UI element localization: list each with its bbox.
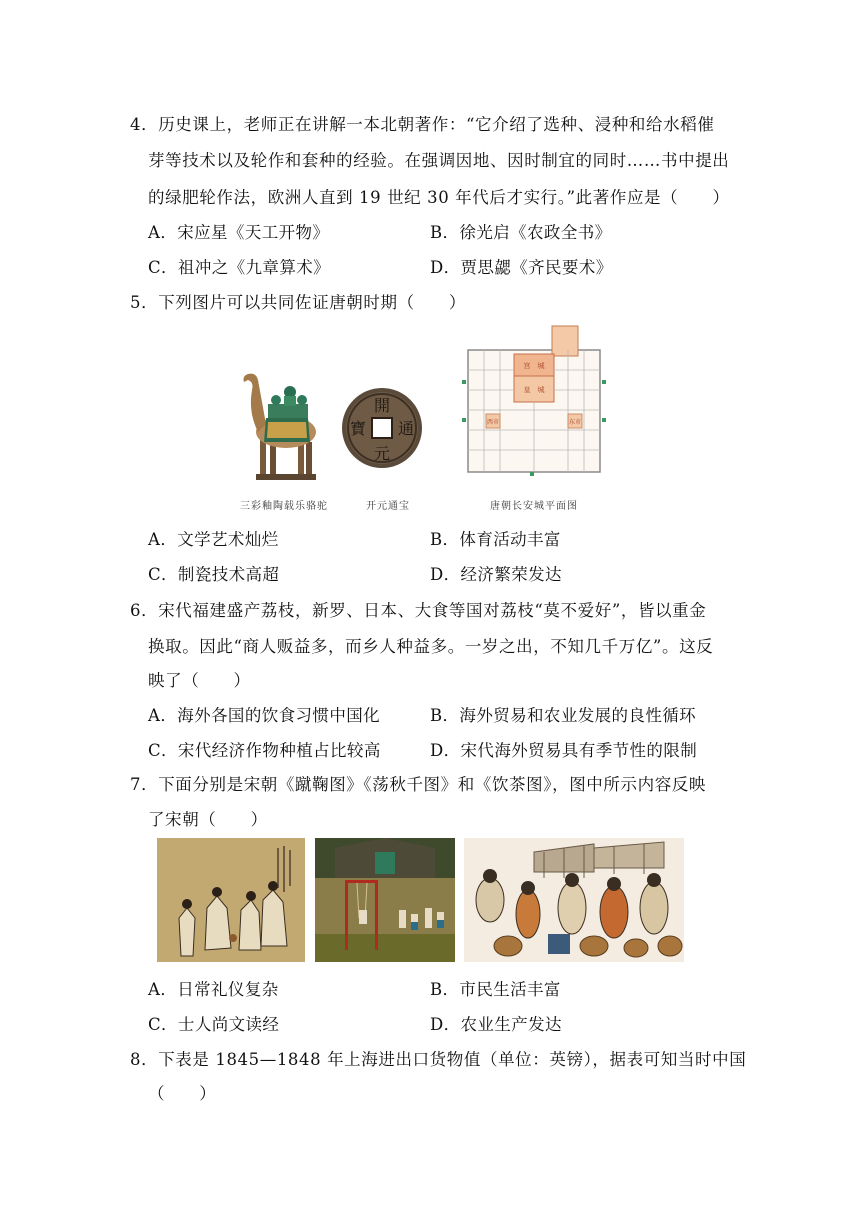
q4-stem-line3: 的绿肥轮作法，欧洲人直到 19 世纪 30 年代后才实行。”此著作应是（ ） <box>148 188 730 207</box>
q6-option-d[interactable]: D．宋代海外贸易具有季节性的限制 <box>430 741 698 760</box>
q6-stem-line3: 映了（ ） <box>148 671 251 690</box>
q8-stem-line2: （ ） <box>148 1084 217 1103</box>
q6-option-a[interactable]: A．海外各国的饮食习惯中国化 <box>148 706 381 725</box>
map-label-imperial: 皇 城 <box>523 386 545 394</box>
q7-option-a[interactable]: A．日常礼仪复杂 <box>148 980 279 999</box>
q4-option-c[interactable]: C．祖冲之《九章算术》 <box>148 258 331 277</box>
q5-option-d[interactable]: D．经济繁荣发达 <box>430 565 562 584</box>
map-label-palace: 宫 城 <box>523 362 545 370</box>
q5-option-a[interactable]: A．文学艺术灿烂 <box>148 530 279 549</box>
q7-stem-line2: 了宋朝（ ） <box>148 810 268 829</box>
q7-option-c[interactable]: C．士人尚文读经 <box>148 1015 280 1034</box>
cuju-painting-image <box>157 838 305 962</box>
coin-char-bottom: 元 <box>373 444 391 463</box>
q4-stem-line2: 芽等技术以及轮作和套种的经验。在强调因地、因时制宜的同时……书中提出 <box>148 151 730 170</box>
caption-camel: 三彩釉陶载乐骆驼 <box>240 501 328 512</box>
q7-stem-line1: 7．下面分别是宋朝《蹴鞠图》《荡秋千图》和《饮茶图》，图中所示内容反映 <box>130 775 706 794</box>
coin-char-top: 開 <box>373 396 391 415</box>
q6-stem-line1: 6．宋代福建盛产荔枝，新罗、日本、大食等国对荔枝“莫不爱好”，皆以重金 <box>130 601 707 620</box>
tricolor-camel-image <box>240 362 322 482</box>
q4-stem-line1: 4．历史课上，老师正在讲解一本北朝著作：“它介绍了选种、浸种和给水稻催 <box>130 115 715 134</box>
q5-option-c[interactable]: C．制瓷技术高超 <box>148 565 280 584</box>
map-label-east-market: 东市 <box>568 419 582 426</box>
changan-map-image <box>458 320 608 482</box>
kaiyuan-coin-image <box>340 383 424 473</box>
tea-painting-image <box>464 838 684 962</box>
q4-option-d[interactable]: D．贾思勰《齐民要术》 <box>430 258 613 277</box>
coin-char-right: 通 <box>397 419 415 438</box>
q6-option-b[interactable]: B．海外贸易和农业发展的良性循环 <box>430 706 697 725</box>
q7-option-d[interactable]: D．农业生产发达 <box>430 1015 562 1034</box>
q8-stem-line1: 8．下表是 1845—1848 年上海进出口货物值（单位：英镑），据表可知当时中国 <box>130 1050 747 1069</box>
q7-option-b[interactable]: B．市民生活丰富 <box>430 980 561 999</box>
q5-option-b[interactable]: B．体育活动丰富 <box>430 530 561 549</box>
q5-stem-line1: 5．下列图片可以共同佐证唐朝时期（ ） <box>130 293 466 312</box>
q4-option-a[interactable]: A．宋应星《天工开物》 <box>148 223 330 242</box>
coin-char-left: 寶 <box>349 419 367 438</box>
q6-option-c[interactable]: C．宋代经济作物种植占比较高 <box>148 741 381 760</box>
swing-painting-image <box>315 838 455 962</box>
map-label-west-market: 西市 <box>486 419 500 426</box>
caption-coin: 开元通宝 <box>366 501 410 512</box>
caption-map: 唐朝长安城平面图 <box>490 501 578 512</box>
q4-option-b[interactable]: B．徐光启《农政全书》 <box>430 223 612 242</box>
q6-stem-line2: 换取。因此“商人贩益多，而乡人种益多。一岁之出，不知几千万亿”。这反 <box>148 637 714 656</box>
